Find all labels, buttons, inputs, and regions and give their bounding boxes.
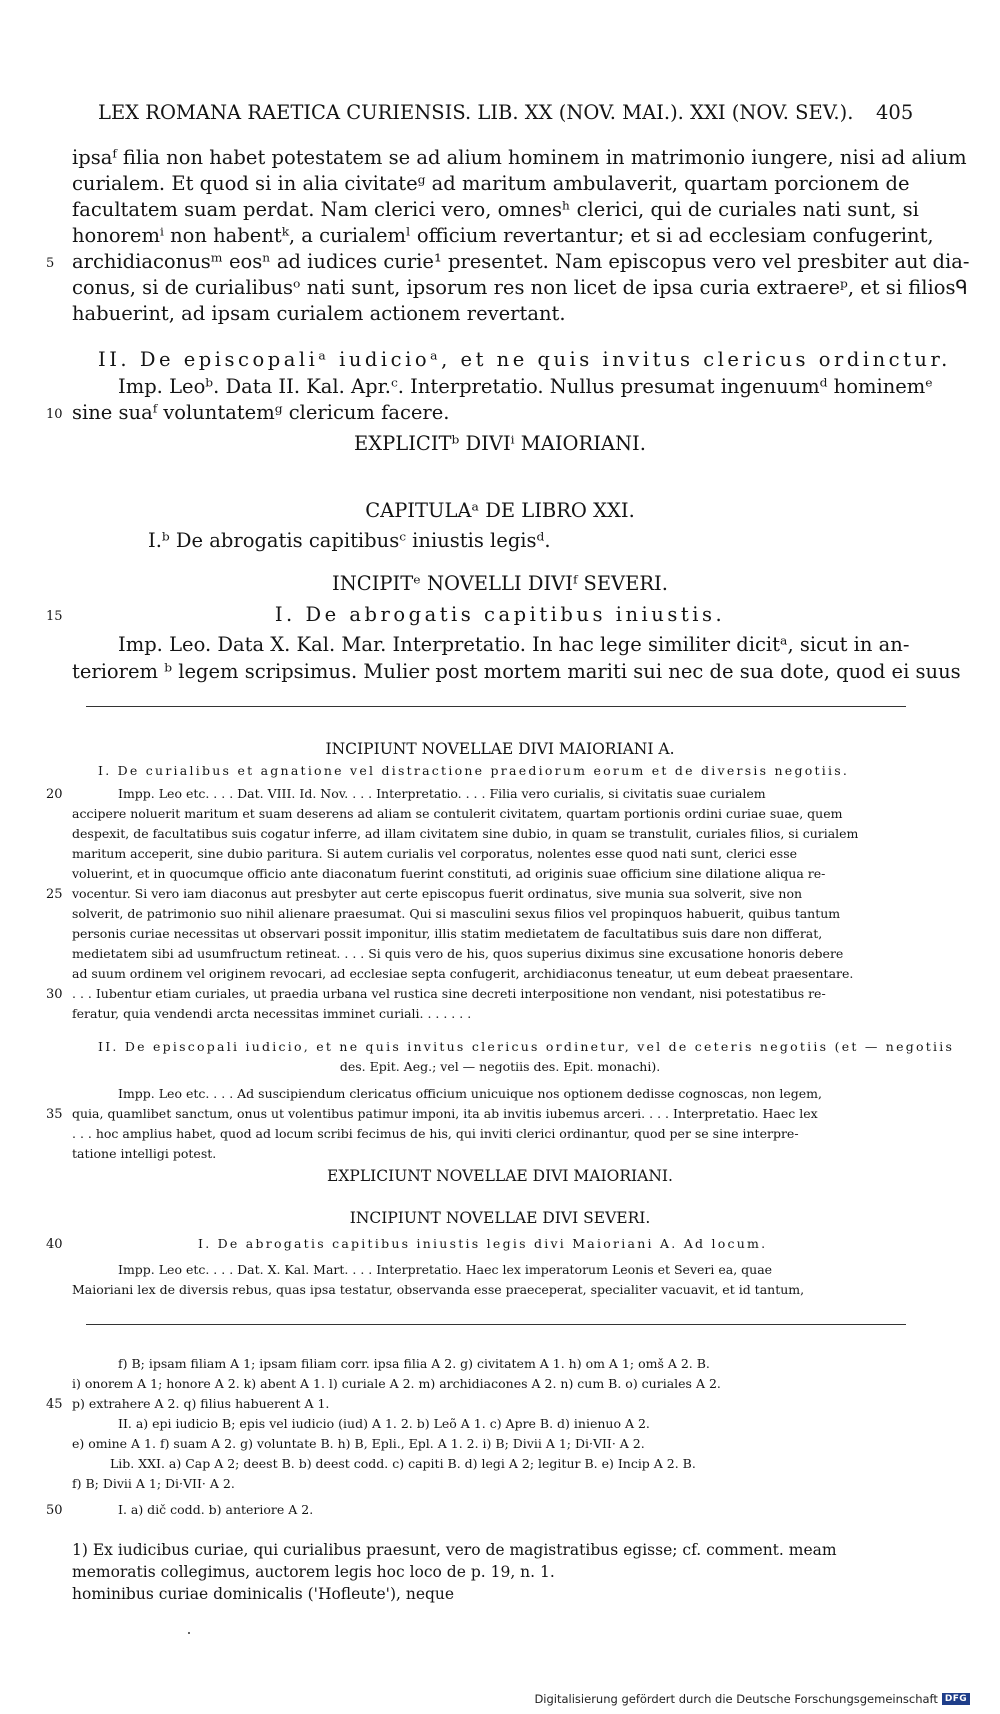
line-number-30: 30 (46, 987, 63, 1002)
apparatus-line: Lib. XXI. a) Cap A 2; deest B. b) deest codd. c) capiti B. d) legi A 2; legitur B. e) Incip A 2. B. (110, 1456, 696, 1471)
source-line: solverit, de patrimonio suo nihil alienare praesumat. Qui si masculini sexus filios vel propinquos habuerit, quibus tantum (72, 906, 841, 921)
source-explicit: EXPLICIUNT NOVELLAE DIVI MAIORIANI. (327, 1167, 673, 1185)
source-line: personis curiae necessitas ut observari possit imponitur, illis statim medietatem de facultatibus suis dare non differat, (72, 926, 823, 941)
digitization-credit (534, 1692, 970, 1706)
line-number-10: 10 (46, 407, 63, 422)
capitula-item: I.ᵇ De abrogatis capitibusᶜ iniustis legisᵈ. (148, 529, 551, 552)
main-line-imp-leo: Imp. Leoᵇ. Data II. Kal. Apr.ᶜ. Interpretatio. Nullus presumat ingenuumᵈ hominemᵉ (118, 375, 933, 398)
main-line-2: curialem. Et quod si in alia civitateᵍ ad maritum ambulaverit, quartam porcionem de (72, 172, 910, 195)
note-line: 1) Ex iudicibus curiae, qui curialibus praesunt, vero de magistratibus egisse; cf. comment. meam (72, 1541, 837, 1559)
line-number-5: 5 (46, 256, 55, 271)
apparatus-line: II. a) epi iudicio B; epis vel iudicio (iud) A 1. 2. b) Leõ A 1. c) Apre B. d) inienuo A 2. (118, 1416, 650, 1431)
main-line-7: habuerint, ad ipsam curialem actionem revertant. (72, 302, 566, 325)
source-rubric-ii: II. De episcopali iudicio, et ne quis invitus clericus ordinetur, vel de ceteris negotiis (et — negotiis (98, 1039, 955, 1054)
line-number-40: 40 (46, 1237, 63, 1252)
line-number-35: 35 (46, 1107, 63, 1122)
rule-2 (86, 1324, 906, 1325)
source-line: . . . hoc amplius habet, quod ad locum scribi fecimus de his, qui inviti clerici ordinantur, quod per se sine interpre- (72, 1126, 799, 1141)
running-title: LEX ROMANA RAETICA CURIENSIS. LIB. XX (NOV. MAI.). XXI (NOV. SEV.). (98, 101, 854, 124)
source-incipit-severi: INCIPIUNT NOVELLAE DIVI SEVERI. (349, 1209, 651, 1227)
main-line-sine-sua: sine suaᶠ voluntatemᵍ clericum facere. (72, 401, 450, 424)
source-line: medietatem sibi ad usumfructum retineat. . . . Si quis vero de his, quos superius diximus sine excusatione honoris debere (72, 946, 844, 961)
line-number-15: 15 (46, 609, 63, 624)
credit-text: Digitalisierung gefördert durch die Deutsche Forschungsgemeinschaft (534, 1692, 938, 1706)
source-line: despexit, de facultatibus suis cogatur inferre, ad illam civitatem sine dubio, in quam se transtulit, curiales filios, si curialem (72, 826, 859, 841)
source-rubric-i: I. De curialibus et agnatione vel distractione praediorum eorum et de diversis negotiis. (98, 763, 850, 778)
source-line: accipere noluerit maritum et suam deserens ad aliam se contulerit civitatem, quartam portionis ordini curiae suae, quem (72, 806, 843, 821)
speck (188, 1632, 190, 1634)
source-line: Impp. Leo etc. . . . Ad suscipiendum clericatus officium unicuique nos optionem dedisse cognoscas, non legem, (118, 1086, 822, 1101)
section-heading-ii: II. De episcopaliᵃ iudicioᵃ, et ne quis invitus clericus ordinctur. (98, 348, 951, 371)
apparatus-line: I. a) dič codd. b) anteriore A 2. (118, 1502, 314, 1517)
line-number-45: 45 (46, 1397, 63, 1412)
line-number-20: 20 (46, 787, 63, 802)
source-line: quia, quamlibet sanctum, onus ut volentibus patimur imponi, ita ab invitis iubemus arceri. . . . Interpretatio. Haec lex (72, 1106, 818, 1121)
note-line: hominibus curiae dominicalis ('Hofleute'), neque (72, 1585, 455, 1603)
line-number-50: 50 (46, 1503, 63, 1518)
source-line: vocentur. Si vero iam diaconus aut presbyter aut certe episcopus fuerit ordinatus, sive munia sua solverit, sive non (72, 886, 803, 901)
incipit-heading: INCIPITᵉ NOVELLI DIVIᶠ SEVERI. (332, 572, 668, 595)
apparatus-line: p) extrahere A 2. q) filius habuerent A 1. (72, 1396, 330, 1411)
main-line-3: facultatem suam perdat. Nam clerici vero, omnesʰ clerici, qui de curiales nati sunt, si (72, 198, 919, 221)
source-line: ad suum ordinem vel originem revocari, ad ecclesiae septa confugerit, archidiaconus teneatur, ut eum debeat praesentare. (72, 966, 854, 981)
source-line: Impp. Leo etc. . . . Dat. X. Kal. Mart. . . . Interpretatio. Haec lex imperatorum Leonis et Severi ea, quae (118, 1262, 773, 1277)
source-line: tatione intelligi potest. (72, 1146, 217, 1161)
source-rubric-ii-cont: des. Epit. Aeg.; vel — negotiis des. Epit. monachi). (339, 1059, 661, 1074)
apparatus-line: e) omine A 1. f) suam A 2. g) voluntate B. h) B, Epli., Epl. A 1. 2. i) B; Divii A 1; Di·VII· A 2. (72, 1436, 645, 1451)
page-number: 405 (876, 101, 914, 124)
apparatus-line: f) B; Divii A 1; Di·VII· A 2. (72, 1476, 235, 1491)
source-line: maritum acceperit, sine dubio paritura. Si autem curialis vel corporatus, nolentes esse quod nati sunt, clerici esse (72, 846, 798, 861)
source-line: feratur, quia vendendi arcta necessitas imminet curiali. . . . . . . (72, 1006, 472, 1021)
main-line-1: ipsaᶠ filia non habet potestatem se ad alium hominem in matrimonio iungere, nisi ad alium (72, 146, 967, 169)
main-line-5: archidiaconusᵐ eosⁿ ad iudices curie¹ presentet. Nam episcopus vero vel presbiter aut dia- (72, 250, 970, 273)
source-line: Impp. Leo etc. . . . Dat. VIII. Id. Nov. . . . Interpretatio. . . . Filia vero curialis, si civitatis suae curialem (118, 786, 766, 801)
source-line: Maioriani lex de diversis rebus, quas ipsa testatur, observanda esse praeceperat, specialiter vacuavit, et id tantum, (72, 1282, 805, 1297)
note-line: memoratis collegimus, auctorem legis hoc loco de p. 19, n. 1. (72, 1563, 555, 1581)
apparatus-line: f) B; ipsam filiam A 1; ipsam filiam corr. ipsa filia A 2. g) civitatem A 1. h) om A 1; omš A 2. B. (118, 1356, 710, 1371)
source-line: voluerint, et in quocumque officio ante diaconatum fuerint constituti, ad originis suae officium sine dilatione aliqua re- (72, 866, 826, 881)
source-heading: INCIPIUNT NOVELLAE DIVI MAIORIANI A. (325, 740, 675, 758)
apparatus-line: i) onorem A 1; honore A 2. k) abent A 1. l) curiale A 2. m) archidiacones A 2. n) cum B. o) curiales A 2. (72, 1376, 721, 1391)
main-line-imp-leo-2: Imp. Leo. Data X. Kal. Mar. Interpretatio. In hac lege similiter dicitᵃ, sicut in an- (118, 633, 910, 656)
source-line: . . . Iubentur etiam curiales, ut praedia urbana vel rustica sine decreti interpositione non vendant, nisi potestatibus re- (72, 986, 826, 1001)
dfg-logo: DFG (942, 1693, 970, 1705)
main-line-last: teriorem ᵇ legem scripsimus. Mulier post mortem mariti sui nec de sua dote, quod ei suus (72, 660, 961, 683)
section-heading-i: I. De abrogatis capitibus iniustis. (274, 603, 726, 626)
line-number-25: 25 (46, 887, 63, 902)
main-line-6: conus, si de curialibusᵒ nati sunt, ipsorum res non licet de ipsa curia extraereᵖ, et si filiosᑫ (72, 276, 968, 299)
rule-1 (86, 706, 906, 707)
explicit-heading: EXPLICITᵇ DIVIⁱ MAIORIANI. (354, 432, 646, 455)
source-rubric-severi: I. De abrogatis capitibus iniustis legis divi Maioriani A. Ad locum. (198, 1236, 768, 1251)
capitula-heading: CAPITULAᵃ DE LIBRO XXI. (365, 499, 635, 522)
main-line-4: honoremⁱ non habentᵏ, a curialemˡ officium revertantur; et si ad ecclesiam confugerint, (72, 224, 934, 247)
